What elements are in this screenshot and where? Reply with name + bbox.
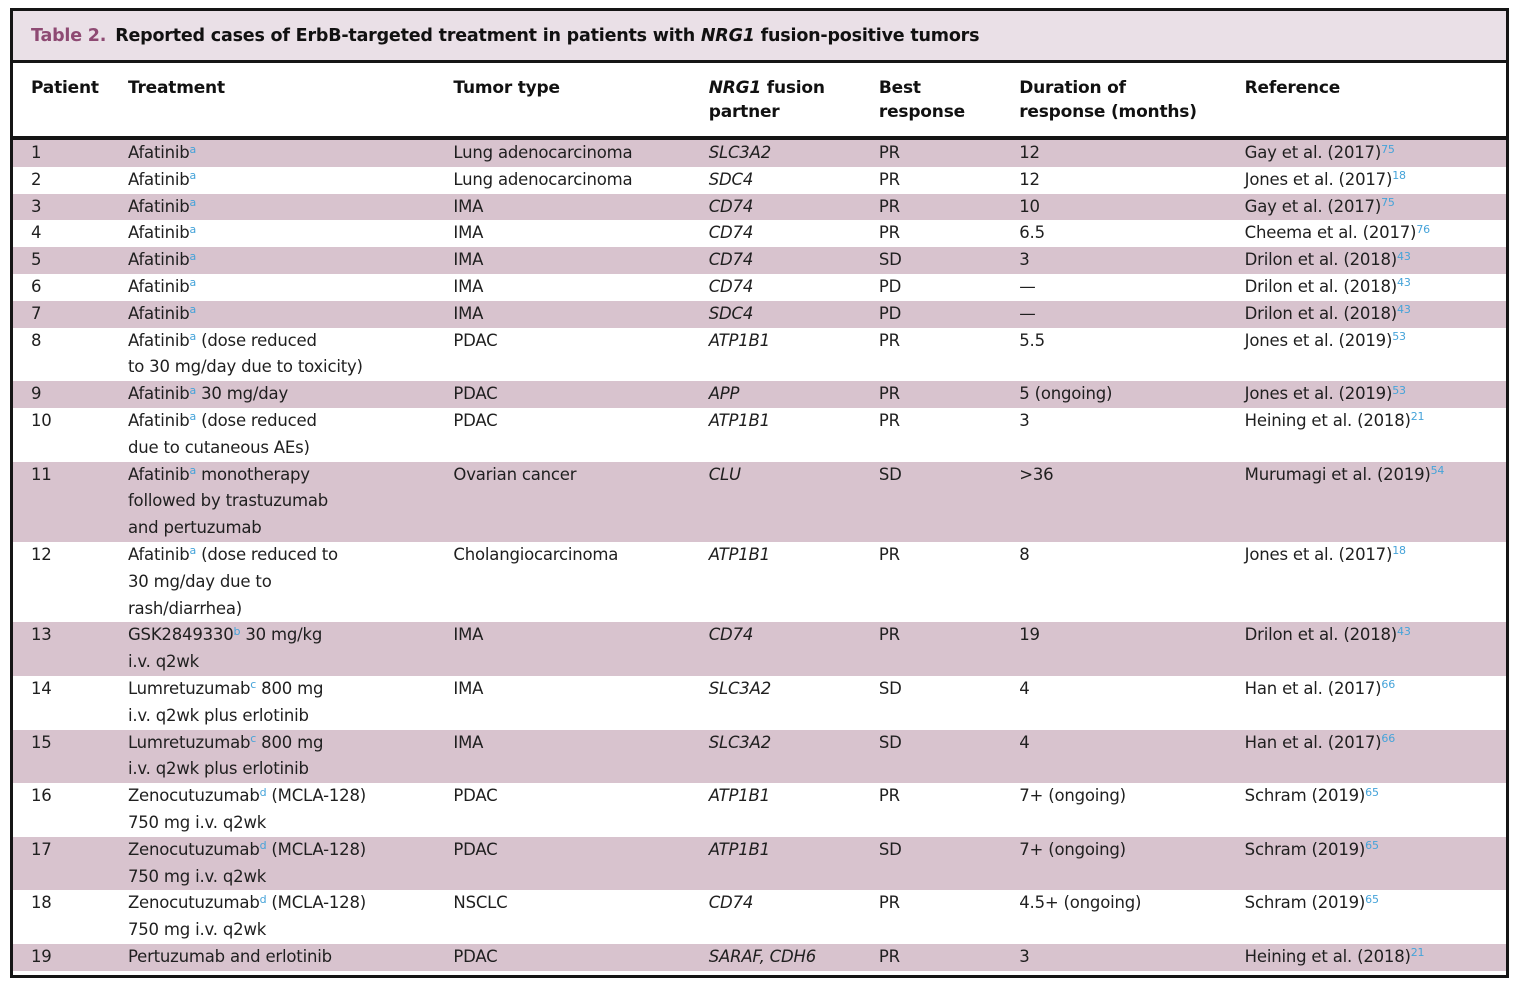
- treatment-cell: Afatinib$^a$: [127, 249, 197, 270]
- fusion-partner-cell: SLC3A2: [708, 732, 771, 752]
- treatment-cell: Pertuzumab and erlotinib: [127, 946, 332, 966]
- patient-cell: 3: [31, 196, 42, 216]
- reference-cell: Schram (2019)$^{65}$: [1244, 785, 1379, 806]
- reference-cell: Gay et al. (2017)$^{75}$: [1244, 142, 1395, 162]
- reference-link[interactable]: 75: [1381, 196, 1395, 210]
- reference-link[interactable]: 53: [1392, 330, 1406, 344]
- table-row: [13, 194, 1506, 221]
- duration-cell: 5.5: [1019, 330, 1045, 350]
- reference-cell: Jones et al. (2017)$^{18}$: [1244, 544, 1406, 564]
- duration-cell: 4.5+ (ongoing): [1019, 893, 1142, 913]
- table-caption: [13, 11, 1506, 63]
- reference-link[interactable]: 18: [1392, 544, 1406, 558]
- footnote-marker: a: [189, 383, 197, 397]
- duration-cell: 3: [1019, 250, 1030, 270]
- tumor-type-cell: Lung adenocarcinoma: [453, 169, 633, 189]
- column-header-duration: Duration of response (months): [1019, 63, 1244, 138]
- treatment-cell: Zenocutuzumab$^d$ (MCLA-128) 750 mg i.v. q2wk: [127, 892, 367, 940]
- best-response-cell: PR: [878, 384, 900, 404]
- table-row: [13, 462, 1506, 542]
- footnote-marker: b: [233, 624, 241, 638]
- duration-cell: 12: [1019, 169, 1040, 189]
- best-response-cell: PR: [878, 143, 900, 162]
- best-response-cell: PR: [878, 410, 900, 430]
- tumor-type-cell: PDAC: [453, 839, 498, 859]
- fusion-partner-cell: CD74: [708, 276, 754, 296]
- footnote-marker: a: [189, 169, 197, 183]
- footnote-marker: a: [189, 303, 197, 317]
- reference-cell: Han et al. (2017)$^{66}$: [1244, 732, 1396, 752]
- tumor-type-cell: PDAC: [453, 330, 498, 350]
- tumor-type-cell: IMA: [453, 303, 484, 323]
- column-header-tumor-type: Tumor type: [453, 63, 708, 138]
- table-row: [13, 890, 1506, 944]
- patient-cell: 17: [31, 839, 52, 859]
- fusion-partner-cell: ATP1B1: [708, 544, 770, 564]
- best-response-cell: SD: [878, 678, 902, 698]
- treatment-cell: Afatinib$^a$ (dose reduced to 30 mg/day due to toxicity): [127, 330, 363, 377]
- footnote-marker: d: [259, 892, 267, 906]
- footnote-marker: a: [189, 249, 197, 263]
- tumor-type-cell: PDAC: [453, 786, 498, 806]
- fusion-partner-cell: SLC3A2: [708, 143, 771, 162]
- tumor-type-cell: Cholangiocarcinoma: [453, 544, 619, 564]
- reference-link[interactable]: 66: [1381, 732, 1396, 746]
- patient-cell: 12: [31, 544, 52, 564]
- best-response-cell: PR: [878, 625, 900, 645]
- duration-cell: 3: [1019, 410, 1030, 430]
- duration-cell: —: [1019, 303, 1036, 323]
- duration-cell: 6.5: [1019, 223, 1045, 243]
- table-row: [13, 542, 1506, 622]
- best-response-cell: SD: [878, 732, 902, 752]
- table-row: [13, 247, 1506, 274]
- tumor-type-cell: PDAC: [453, 946, 498, 966]
- table-row: [13, 274, 1506, 301]
- reference-link[interactable]: 76: [1416, 222, 1430, 236]
- tumor-type-cell: IMA: [453, 223, 484, 243]
- best-response-cell: PR: [878, 786, 900, 806]
- fusion-partner-cell: CD74: [708, 196, 754, 216]
- duration-cell: 12: [1019, 143, 1040, 162]
- treatment-cell: Zenocutuzumab$^d$ (MCLA-128) 750 mg i.v. q2wk: [127, 839, 367, 886]
- table-row: [13, 783, 1506, 837]
- patient-cell: 5: [31, 250, 42, 270]
- footnote-marker: a: [189, 222, 197, 236]
- patient-cell: 14: [31, 678, 52, 698]
- duration-cell: —: [1019, 276, 1036, 296]
- reference-link[interactable]: 65: [1365, 785, 1379, 799]
- footnote-marker: a: [189, 276, 197, 290]
- patient-cell: 8: [31, 330, 42, 350]
- footnote-marker: a: [189, 464, 197, 478]
- treatment-cell: Lumretuzumab$^c$ 800 mg i.v. q2wk plus erlotinib: [127, 732, 324, 779]
- reference-cell: Gay et al. (2017)$^{75}$: [1244, 196, 1395, 216]
- fusion-partner-cell: CD74: [708, 250, 754, 270]
- treatment-cell: Afatinib$^a$: [127, 169, 197, 189]
- table-row: [13, 408, 1506, 462]
- fusion-partner-cell: APP: [708, 384, 740, 404]
- reference-cell: Murumagi et al. (2019)$^{54}$: [1244, 464, 1445, 484]
- reference-cell: Drilon et al. (2018)$^{43}$: [1244, 276, 1411, 296]
- patient-cell: 11: [31, 464, 52, 484]
- table-row: [13, 622, 1506, 676]
- duration-cell: 7+ (ongoing): [1019, 786, 1126, 806]
- fusion-partner-cell: ATP1B1: [708, 410, 770, 430]
- patient-cell: 16: [31, 786, 52, 806]
- footnote-marker: a: [189, 410, 197, 424]
- best-response-cell: PD: [878, 303, 902, 323]
- table-row: [13, 138, 1506, 167]
- table-number-label: Table 2.: [31, 25, 107, 46]
- table-2-container: [10, 8, 1509, 978]
- tumor-type-cell: Ovarian cancer: [453, 464, 577, 484]
- reference-link[interactable]: 18: [1392, 169, 1406, 183]
- footnote-marker: d: [259, 839, 267, 853]
- reference-link[interactable]: 43: [1397, 249, 1411, 263]
- treatment-cell: Afatinib$^a$ 30 mg/day: [127, 383, 289, 404]
- fusion-partner-cell: CD74: [708, 625, 754, 645]
- reference-cell: Cheema et al. (2017)$^{76}$: [1244, 222, 1430, 243]
- fusion-partner-cell: ATP1B1: [708, 330, 770, 350]
- footnote-marker: a: [189, 330, 197, 344]
- table-row: [13, 837, 1506, 891]
- footnote-marker: a: [189, 142, 197, 156]
- reference-link[interactable]: 65: [1365, 892, 1379, 906]
- patient-cell: 15: [31, 732, 52, 752]
- footnote-marker: c: [250, 678, 257, 692]
- patient-cell: 7: [31, 303, 42, 323]
- duration-cell: >36: [1019, 464, 1054, 484]
- fusion-partner-cell: SDC4: [708, 169, 754, 189]
- reference-cell: Schram (2019)$^{65}$: [1244, 839, 1379, 859]
- table-row: [13, 167, 1506, 194]
- reference-link[interactable]: 21: [1410, 946, 1425, 960]
- tumor-type-cell: PDAC: [453, 384, 498, 404]
- reference-cell: Han et al. (2017)$^{66}$: [1244, 678, 1396, 698]
- fusion-partner-cell: CD74: [708, 893, 754, 913]
- best-response-cell: PR: [878, 946, 900, 966]
- treatment-cell: GSK2849330$^b$ 30 mg/kg i.v. q2wk: [127, 624, 323, 672]
- gene-name-italic: NRG1: [700, 25, 755, 46]
- reference-cell: Drilon et al. (2018)$^{43}$: [1244, 303, 1411, 323]
- reference-link[interactable]: 65: [1365, 839, 1379, 853]
- column-header-treatment: Treatment: [128, 63, 453, 138]
- patient-cell: 2: [31, 169, 42, 189]
- best-response-cell: SD: [878, 839, 902, 859]
- duration-cell: 19: [1019, 625, 1040, 645]
- table-row: [13, 944, 1506, 971]
- tumor-type-cell: IMA: [453, 625, 484, 645]
- treatment-cell: Afatinib$^a$: [127, 303, 197, 323]
- duration-cell: 4: [1019, 732, 1030, 752]
- patient-cell: 18: [31, 893, 52, 913]
- tumor-type-cell: IMA: [453, 276, 484, 296]
- duration-cell: 10: [1019, 196, 1040, 216]
- fusion-partner-cell: SARAF, CDH6: [708, 946, 817, 966]
- patient-cell: 10: [31, 410, 52, 430]
- tumor-type-cell: IMA: [453, 678, 484, 698]
- treatment-cell: Afatinib$^a$ monotherapy followed by trastuzumab and pertuzumab: [127, 464, 329, 538]
- tumor-type-cell: NSCLC: [453, 893, 508, 913]
- reference-cell: Heining et al. (2018)$^{21}$: [1244, 946, 1425, 966]
- table-title-text: Reported cases of ErbB-targeted treatment in patients with NRG1 fusion-positive tumors: [115, 25, 980, 46]
- fusion-partner-cell: SDC4: [708, 303, 754, 323]
- reference-link[interactable]: 53: [1392, 383, 1406, 397]
- column-header-patient: Patient: [13, 63, 128, 138]
- patient-cell: 13: [31, 625, 52, 645]
- best-response-cell: PR: [878, 223, 900, 243]
- reference-link[interactable]: 43: [1397, 303, 1411, 317]
- treatment-cell: Lumretuzumab$^c$ 800 mg i.v. q2wk plus erlotinib: [127, 678, 324, 725]
- reference-cell: Jones et al. (2019)$^{53}$: [1244, 383, 1406, 404]
- gene-name-italic: NRG1: [708, 78, 762, 98]
- reference-link[interactable]: 66: [1381, 678, 1396, 692]
- best-response-cell: PR: [878, 330, 900, 350]
- fusion-partner-cell: CD74: [708, 223, 754, 243]
- reference-cell: Heining et al. (2018)$^{21}$: [1244, 410, 1425, 430]
- table-row: [13, 676, 1506, 730]
- reference-link[interactable]: 21: [1410, 410, 1425, 424]
- tumor-type-cell: IMA: [453, 196, 484, 216]
- duration-cell: 4: [1019, 678, 1030, 698]
- treatment-cell: Afatinib$^a$: [127, 142, 197, 162]
- patient-cell: 1: [31, 143, 42, 162]
- table-row: [13, 220, 1506, 247]
- table-row: [13, 381, 1506, 408]
- patient-cell: 9: [31, 384, 42, 404]
- tumor-type-cell: Lung adenocarcinoma: [453, 143, 633, 162]
- column-header-fusion-partner: NRG1 fusion partner: [709, 63, 879, 138]
- best-response-cell: PR: [878, 169, 900, 189]
- duration-cell: 8: [1019, 544, 1030, 564]
- cases-table: [13, 63, 1506, 971]
- column-header-best-response: Best response: [879, 63, 1019, 138]
- best-response-cell: PD: [878, 276, 902, 296]
- reference-cell: Drilon et al. (2018)$^{43}$: [1244, 624, 1411, 645]
- duration-cell: 7+ (ongoing): [1019, 839, 1126, 859]
- tumor-type-cell: PDAC: [453, 410, 498, 430]
- best-response-cell: PR: [878, 196, 900, 216]
- patient-cell: 4: [31, 223, 42, 243]
- patient-cell: 6: [31, 276, 42, 296]
- duration-cell: 3: [1019, 946, 1030, 966]
- reference-link[interactable]: 54: [1430, 464, 1445, 478]
- footnote-marker: c: [250, 732, 257, 746]
- treatment-cell: Afatinib$^a$: [127, 276, 197, 296]
- treatment-cell: Afatinib$^a$: [127, 222, 197, 243]
- reference-link[interactable]: 43: [1397, 624, 1411, 638]
- table-row: [13, 328, 1506, 382]
- column-header-reference: Reference: [1245, 63, 1506, 138]
- duration-cell: 5 (ongoing): [1019, 384, 1113, 404]
- reference-cell: Jones et al. (2019)$^{53}$: [1244, 330, 1406, 350]
- treatment-cell: Afatinib$^a$ (dose reduced to 30 mg/day due to rash/diarrhea): [127, 544, 338, 618]
- best-response-cell: SD: [878, 250, 902, 270]
- fusion-partner-cell: ATP1B1: [708, 839, 770, 859]
- tumor-type-cell: IMA: [453, 732, 484, 752]
- table-row: [13, 301, 1506, 328]
- best-response-cell: PR: [878, 893, 900, 913]
- fusion-partner-cell: ATP1B1: [708, 786, 770, 806]
- table-header-row: [13, 63, 1506, 138]
- patient-cell: 19: [31, 946, 52, 966]
- reference-cell: Jones et al. (2017)$^{18}$: [1244, 169, 1406, 189]
- table-row: [13, 730, 1506, 784]
- best-response-cell: SD: [878, 464, 902, 484]
- fusion-partner-cell: SLC3A2: [708, 678, 771, 698]
- reference-link[interactable]: 75: [1381, 142, 1395, 156]
- reference-cell: Schram (2019)$^{65}$: [1244, 892, 1379, 913]
- footnote-marker: d: [259, 785, 267, 799]
- treatment-cell: Afatinib$^a$ (dose reduced due to cutaneous AEs): [127, 410, 317, 457]
- footnote-marker: a: [189, 196, 197, 210]
- treatment-cell: Zenocutuzumab$^d$ (MCLA-128) 750 mg i.v. q2wk: [127, 785, 367, 832]
- reference-cell: Drilon et al. (2018)$^{43}$: [1244, 249, 1411, 270]
- best-response-cell: PR: [878, 544, 900, 564]
- fusion-partner-cell: CLU: [708, 464, 741, 484]
- treatment-cell: Afatinib$^a$: [127, 196, 197, 216]
- footnote-marker: a: [189, 544, 197, 558]
- reference-link[interactable]: 43: [1397, 276, 1411, 290]
- tumor-type-cell: IMA: [453, 250, 484, 270]
